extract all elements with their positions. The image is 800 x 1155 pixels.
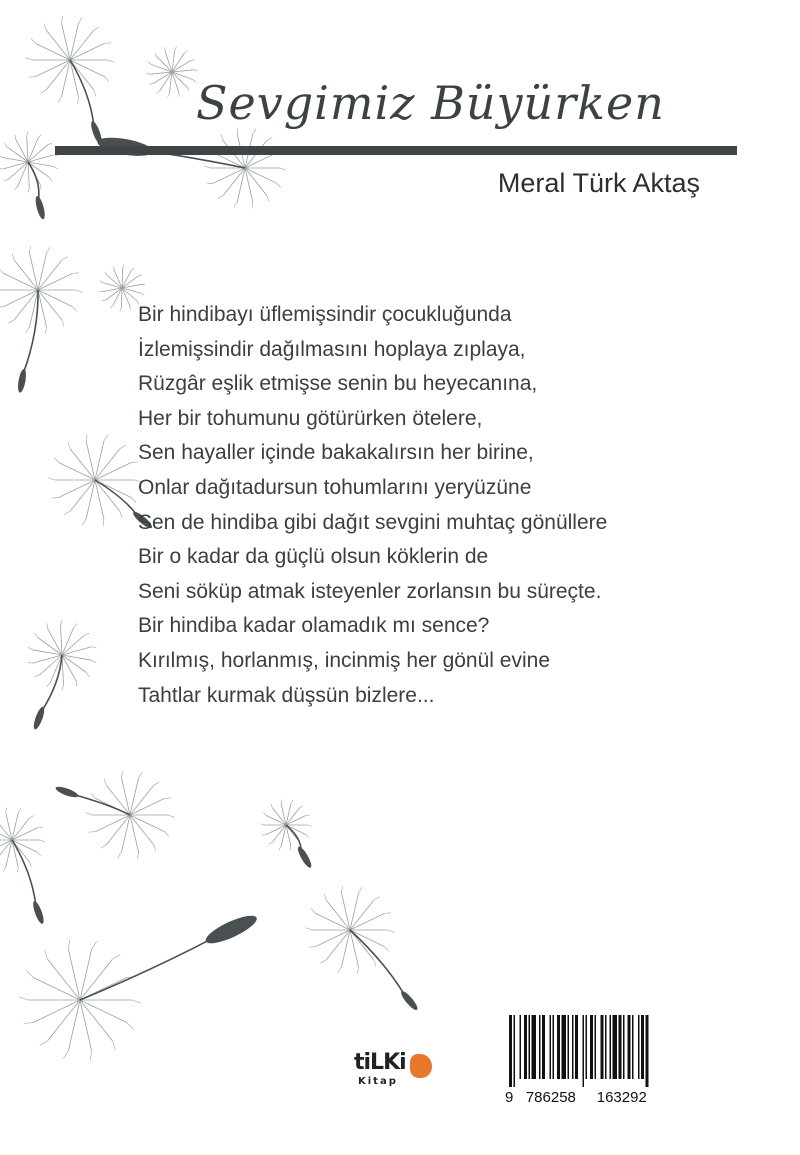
dandelion-seed-icon [96,128,286,209]
barcode-bar [605,1015,607,1079]
barcode-bar [628,1015,631,1079]
dandelion-seed-icon [146,47,197,98]
poem-line: Her bir tohumunu götürürken ötelere, [138,406,483,430]
publisher-logo-wordmark: tiLKi [354,1050,406,1075]
barcode-bar [610,1015,612,1079]
barcode-bar [638,1015,640,1079]
fox-icon [410,1054,432,1078]
poem-line: Tahtlar kurmak düşsün bizlere... [138,683,435,707]
poem-line: İzlemişsindir dağılmasını hoplaya zıplaya, [138,337,526,361]
dandelion-seed-icon [0,246,82,393]
barcode-bar [529,1015,531,1079]
barcode-bar [509,1015,512,1087]
author-name: Meral Türk Aktaş [497,168,700,198]
barcode-bar [595,1015,597,1079]
barcode-bar [557,1015,560,1079]
barcode-bar [562,1015,567,1079]
barcode-bar [553,1015,555,1079]
poem-line: Onlar dağıtadursun tohumlarını yeryüzüne [138,475,532,499]
barcode-bar [613,1015,618,1079]
barcode-bar [623,1015,625,1079]
dandelion-seed-icon [26,16,115,145]
poem [138,298,758,713]
dandelion-seed-icon [19,911,260,1060]
poem-line: Seni söküp atmak isteyenler zorlansın bu süreçte. [138,579,602,603]
dandelion-seed-icon [28,620,97,731]
barcode-bar [514,1015,516,1087]
barcode-bar [572,1015,574,1079]
title-divider [55,146,737,155]
publisher-logo [352,1048,442,1098]
barcode-bar [619,1015,622,1079]
publisher-logo-subtitle: Kitap [358,1076,398,1087]
barcode-bar [524,1015,527,1079]
dandelion-seed-icon [0,808,46,925]
poem-line: Kırılmış, horlanmış, incinmiş her gönül evine [138,648,550,672]
poem-line: Rüzgâr eşlik etmişse senin bu heyecanına, [138,372,538,396]
barcode-bar [550,1015,552,1079]
barcode-bar [646,1015,649,1087]
poem-line: Bir hindiba kadar olamadık mı sence? [138,614,490,638]
barcode-bar [601,1015,604,1079]
barcode-bars [505,1015,701,1087]
dandelion-seed-icon [260,800,313,870]
poem-line: Bir o kadar da güçlü olsun köklerin de [138,545,489,569]
barcode-bar [632,1015,634,1079]
barcode-bar [586,1015,588,1079]
barcode-bar [590,1015,593,1079]
dandelion-seed-icon [306,886,420,1012]
barcode-bar [542,1015,545,1079]
barcode-bar [520,1015,522,1079]
poem-line: Sen hayaller içinde bakakalırsın her birine, [138,441,534,465]
barcode-bar [575,1015,578,1079]
barcode-bar [641,1015,644,1079]
isbn-barcode [505,1015,701,1115]
barcode-bar [539,1015,541,1079]
poem-line: Sen de hindiba gibi dağıt sevgini muhtaç gönüllere [138,510,608,534]
dandelion-seed-icon [54,771,174,859]
isbn-digits: 9 786258 163292 [505,1089,647,1106]
book-title: Sevgimiz Büyürken [196,76,665,130]
barcode-bar [583,1015,585,1087]
barcode-bar [568,1015,570,1079]
poem-line: Bir hindibayı üflemişsindir çocukluğunda [138,303,512,326]
barcode-bar [532,1015,537,1079]
dandelion-seed-icon [0,132,58,220]
